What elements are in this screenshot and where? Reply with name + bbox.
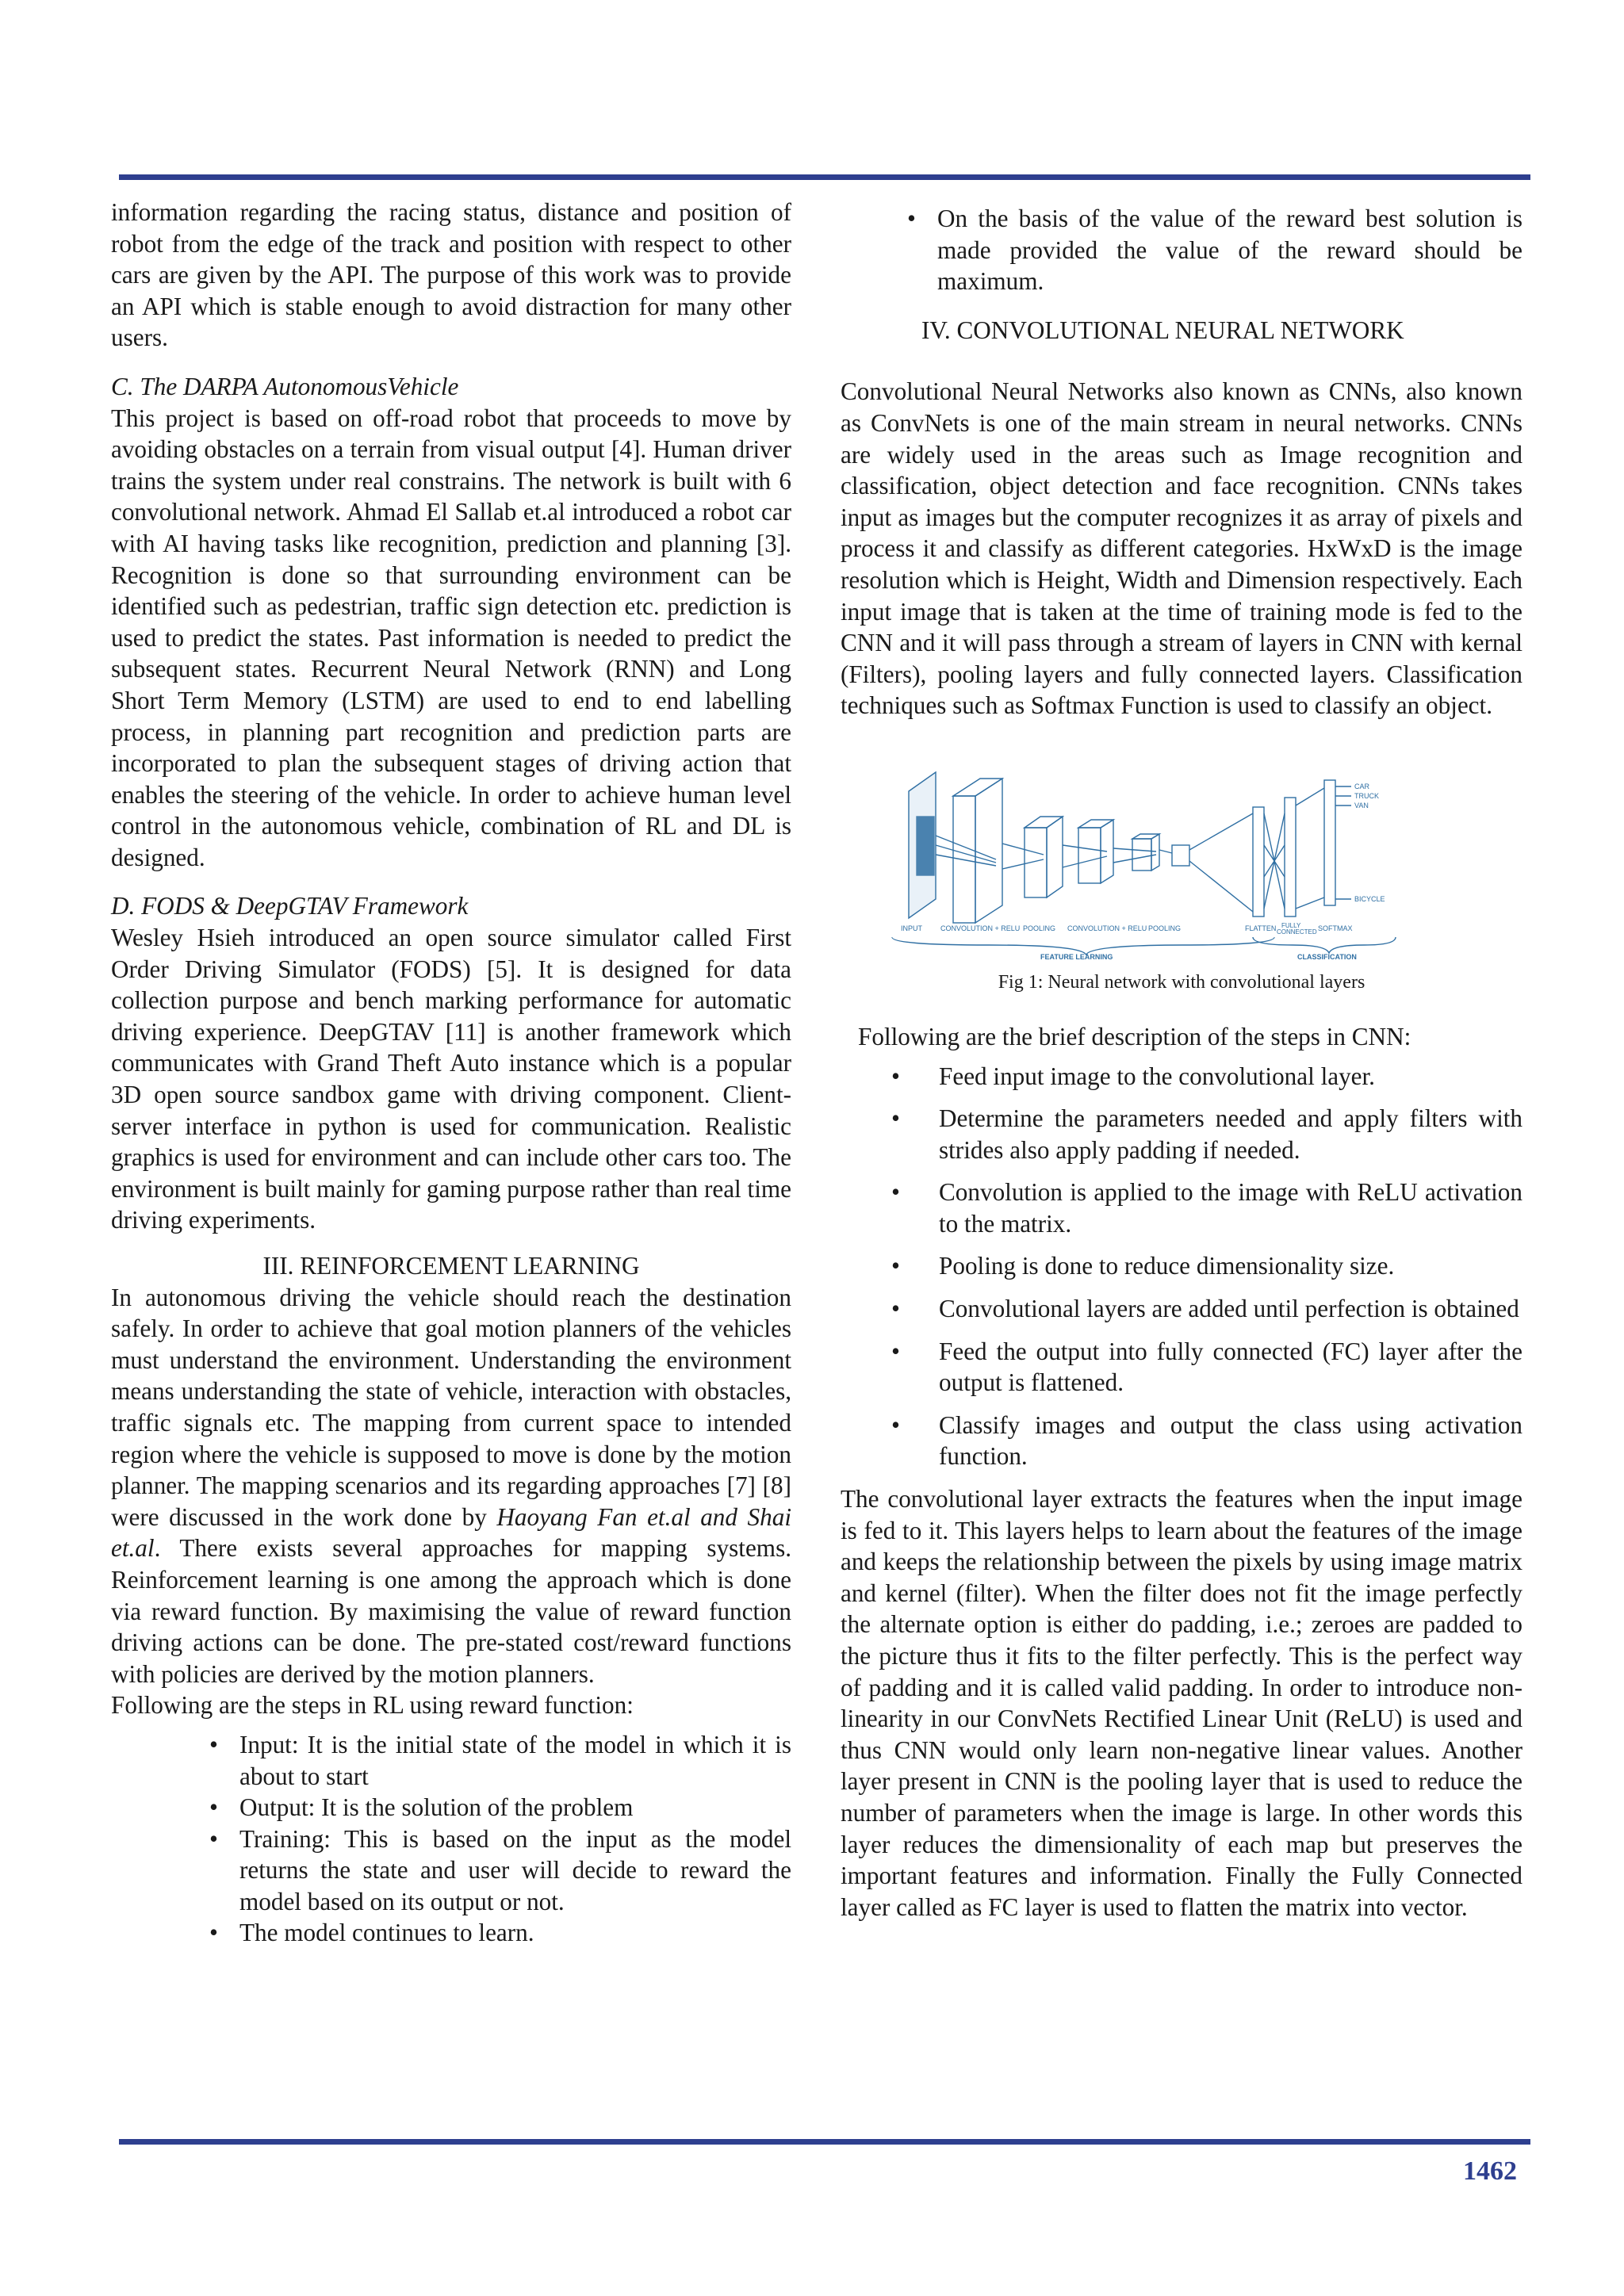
bullet-icon: • bbox=[891, 1295, 900, 1323]
label-pool1: POOLING bbox=[1023, 924, 1056, 932]
pool1-side bbox=[1047, 817, 1063, 897]
list-item-text: Feed the output into fully connected (FC) layer after the output is flattened. bbox=[939, 1337, 1522, 1397]
list-item bbox=[841, 1061, 1522, 1093]
header-rule bbox=[119, 174, 1530, 180]
list-item-text: Convolution is applied to the image with ReLU activation to the matrix. bbox=[939, 1178, 1522, 1238]
bullet-icon: • bbox=[907, 205, 916, 232]
list-item bbox=[841, 1293, 1522, 1325]
label-truck: TRUCK bbox=[1354, 791, 1379, 800]
bullet-icon: • bbox=[209, 1919, 218, 1947]
bullet-icon: • bbox=[891, 1178, 900, 1207]
bullet-icon: • bbox=[891, 1062, 900, 1090]
bullet-icon: • bbox=[209, 1824, 218, 1853]
footer-rule bbox=[119, 2139, 1530, 2145]
label-bicycle: BICYCLE bbox=[1354, 894, 1385, 903]
cnn-architecture-figure bbox=[841, 750, 1522, 964]
connector bbox=[1002, 844, 1044, 855]
list-item bbox=[111, 1729, 791, 1792]
label-conv1: CONVOLUTION + RELU bbox=[940, 924, 1021, 932]
pool2-block bbox=[1132, 839, 1151, 871]
connector bbox=[1159, 850, 1172, 853]
cnn-steps-list bbox=[841, 1061, 1522, 1473]
list-item-text: Training: This is based on the input as the model returns the state and user will decide to reward the model based on its output or not. bbox=[239, 1824, 791, 1915]
cnn-steps-intro: Following are the brief description of the steps in CNN: bbox=[858, 1022, 1411, 1050]
connector bbox=[1189, 813, 1253, 850]
pool1-top bbox=[1025, 817, 1063, 828]
connector bbox=[1113, 848, 1156, 851]
car-icon bbox=[917, 817, 934, 875]
list-item bbox=[841, 1177, 1522, 1239]
list-item bbox=[111, 1917, 791, 1949]
connector bbox=[1113, 855, 1156, 863]
conv2-top bbox=[1078, 820, 1113, 828]
bullet-icon: • bbox=[891, 1410, 900, 1439]
flatten-column bbox=[1253, 807, 1264, 916]
section-4-text: Convolutional Neural Networks also known as CNNs, also known as ConvNets is one of the main stream in neural networks. CNNs are widely used in the areas such as Image recognition and classification, object detection and face recognition. CNNs takes input as images but the computer recognizes it as array of pixels and process it and classify as different categories. HxWxD is the image resolution which is Height, Width and Dimension respectively. Each input image that is taken at the time of training mode is fed to the CNN and it will pass through a stream of layers in CNN with kernal (Filters), pooling layers and fully connected layers. Classification techniques such as Softmax Function is used to classify an object. bbox=[841, 377, 1522, 720]
list-item-text: Convolutional layers are added until perfection is obtained bbox=[939, 1295, 1519, 1323]
conv1-top bbox=[953, 779, 1002, 796]
rl-steps-intro: Following are the steps in RL using reward function: bbox=[111, 1691, 634, 1720]
label-connected: CONNECTED bbox=[1277, 928, 1317, 936]
section-4-heading: IV. CONVOLUTIONAL NEURAL NETWORK bbox=[921, 316, 1404, 344]
bullet-icon: • bbox=[891, 1337, 900, 1365]
list-item bbox=[841, 203, 1522, 297]
section-c-heading: C. The DARPA AutonomousVehicle bbox=[111, 372, 459, 400]
section-c-text: This project is based on off-road robot that proceeds to move by avoiding obstacles on a terrain from visual output [4]. Human driver trains the system under real constrains. The network is built with 6 convolutional network. Ahmad El Sallab et.al introduced a robot car with AI having tasks like recognition, prediction and planning [3]. Recognition is done so that surrounding environment can be identified such as pedestrian, traffic sign detection etc. prediction is used to predict the states. Past information is needed to predict the subsequent states. Recurrent Neural Network (RNN) and Long Short Term Memory (LSTM) are used to end to end labelling process, in planning part recognition and prediction parts are incorporated to plan the subsequent stages of driving action that enables the steering of the vehicle. In order to achieve human level control in the autonomous vehicle, combination of RL and DL is designed. bbox=[111, 404, 791, 871]
section-d-text: Wesley Hsieh introduced an open source simulator called First Order Driving Simulator (FODS) [5]. It is designed for data collection purpose and bench marking performance for automatic driving experience. DeepGTAV [11] is another framework which communicates with Grand Theft Auto instance which is a popular 3D open source sandbox game with driving component. Client-server interface in python is used for communication. Realistic graphics is used for environment and can include other cars too. The environment is built mainly for gaming purpose rather than real time driving experiments. bbox=[111, 924, 791, 1234]
fc-link bbox=[1296, 788, 1324, 806]
section-3-italic-names: Haoyang Fan et.al and Shai et.al bbox=[111, 1502, 791, 1563]
list-item-text: The model continues to learn. bbox=[239, 1919, 534, 1947]
section-3-text-before: In autonomous driving the vehicle should reach the destination safely. In order to achieve that goal motion planners of the vehicles must understand the environment. Understanding the environment means understanding the state of vehicle, interaction with obstacles, traffic signals etc. The mapping from current space to intended region where the vehicle is supposed to move is done by the motion planner. The mapping scenarios and its regarding approaches [7] [8] were discussed in the work done by bbox=[111, 1283, 791, 1531]
label-softmax: SOFTMAX bbox=[1318, 924, 1353, 932]
figure-caption: Fig 1: Neural network with convolutional layers bbox=[998, 971, 1365, 993]
page-number: 1462 bbox=[1463, 2156, 1517, 2186]
label-conv2: CONVOLUTION + RELU bbox=[1067, 924, 1147, 932]
fc-column bbox=[1285, 798, 1296, 916]
rl-steps-list bbox=[111, 1729, 791, 1949]
connector bbox=[1002, 859, 1044, 869]
list-item-text: Pooling is done to reduce dimensionality size. bbox=[939, 1252, 1395, 1280]
list-item-text: Classify images and output the class using activation function. bbox=[939, 1410, 1522, 1471]
label-fully: FULLY bbox=[1281, 921, 1301, 929]
bullet-icon: • bbox=[209, 1793, 218, 1822]
softmax-column bbox=[1324, 780, 1335, 905]
intro-paragraph: information regarding the racing status, distance and position of robot from the edge of the track and position with respect to other cars are given by the API. The purpose of this work was to provide an API which is stable enough to avoid distraction for many other users. bbox=[111, 198, 791, 352]
bullet-icon: • bbox=[891, 1104, 900, 1133]
label-car: CAR bbox=[1354, 782, 1370, 790]
classification-brace bbox=[1253, 937, 1396, 953]
figure-labels bbox=[901, 783, 1385, 961]
feature-learning-brace bbox=[892, 937, 1274, 955]
list-item-text: On the basis of the value of the reward best solution is made provided the value of the reward should be maximum. bbox=[937, 205, 1522, 296]
section-3-text-after: . There exists several approaches for mapping systems. Reinforcement learning is one among the approach which is done via reward function. By maximising the value of reward function driving actions can be done. The pre-stated cost/reward functions with policies are derived by the motion planners. bbox=[111, 1534, 791, 1688]
list-item bbox=[841, 1410, 1522, 1472]
list-item bbox=[111, 1823, 791, 1918]
list-item bbox=[841, 1250, 1522, 1282]
list-item bbox=[111, 1792, 791, 1823]
label-classification: CLASSIFICATION bbox=[1297, 952, 1357, 961]
label-input: INPUT bbox=[901, 924, 922, 932]
section-3-text bbox=[111, 1282, 791, 1690]
conv2-block bbox=[1078, 828, 1101, 883]
list-item-text: Output: It is the solution of the problem bbox=[239, 1793, 634, 1822]
connector bbox=[1189, 861, 1253, 912]
list-item bbox=[841, 1103, 1522, 1165]
fc-link bbox=[1296, 897, 1324, 909]
right-column bbox=[841, 197, 1522, 1923]
small-block bbox=[1172, 845, 1189, 866]
list-item bbox=[841, 1336, 1522, 1399]
conv1-side bbox=[975, 779, 1002, 923]
label-van: VAN bbox=[1354, 801, 1369, 809]
label-pool2: POOLING bbox=[1148, 924, 1182, 932]
bullet-icon: • bbox=[891, 1252, 900, 1280]
list-item-text: Input: It is the initial state of the model in which it is about to start bbox=[239, 1730, 791, 1790]
list-item-text: Feed input image to the convolutional layer. bbox=[939, 1062, 1375, 1090]
pool2-side bbox=[1151, 834, 1159, 871]
list-item-text: Determine the parameters needed and apply filters with strides also apply padding if needed. bbox=[939, 1104, 1522, 1164]
closing-paragraph: The convolutional layer extracts the features when the input image is fed to it. This layers helps to learn about the features of the image and keeps the relationship between the pixels by using image matrix and kernel (filter). When the filter does not fit the image perfectly the alternate option is either do padding, i.e.; zeroes are padded to the picture thus it fits to the filter perfectly. This is the perfect way of padding and it is called valid padding. In order to introduce non-linearity in our ConvNets Rectified Linear Unit (ReLU) is used and thus CNN would only learn non-negative linear values. Another layer present in CNN is the pooling layer that is used to reduce the number of parameters when the image is large. In other words this layer reduces the dimensionality of each map but preserves the important features and information. Finally the Fully Connected layer called as FC layer is used to flatten the matrix into vector. bbox=[841, 1485, 1522, 1921]
bullet-icon: • bbox=[209, 1730, 218, 1758]
label-feature-learning: FEATURE LEARNING bbox=[1040, 952, 1113, 961]
left-column bbox=[111, 197, 791, 1949]
label-flatten: FLATTEN bbox=[1245, 924, 1277, 932]
reward-bullet-list bbox=[841, 203, 1522, 297]
section-d-heading: D. FODS & DeepGTAV Framework bbox=[111, 892, 469, 920]
section-3-heading: III. REINFORCEMENT LEARNING bbox=[262, 1252, 640, 1280]
